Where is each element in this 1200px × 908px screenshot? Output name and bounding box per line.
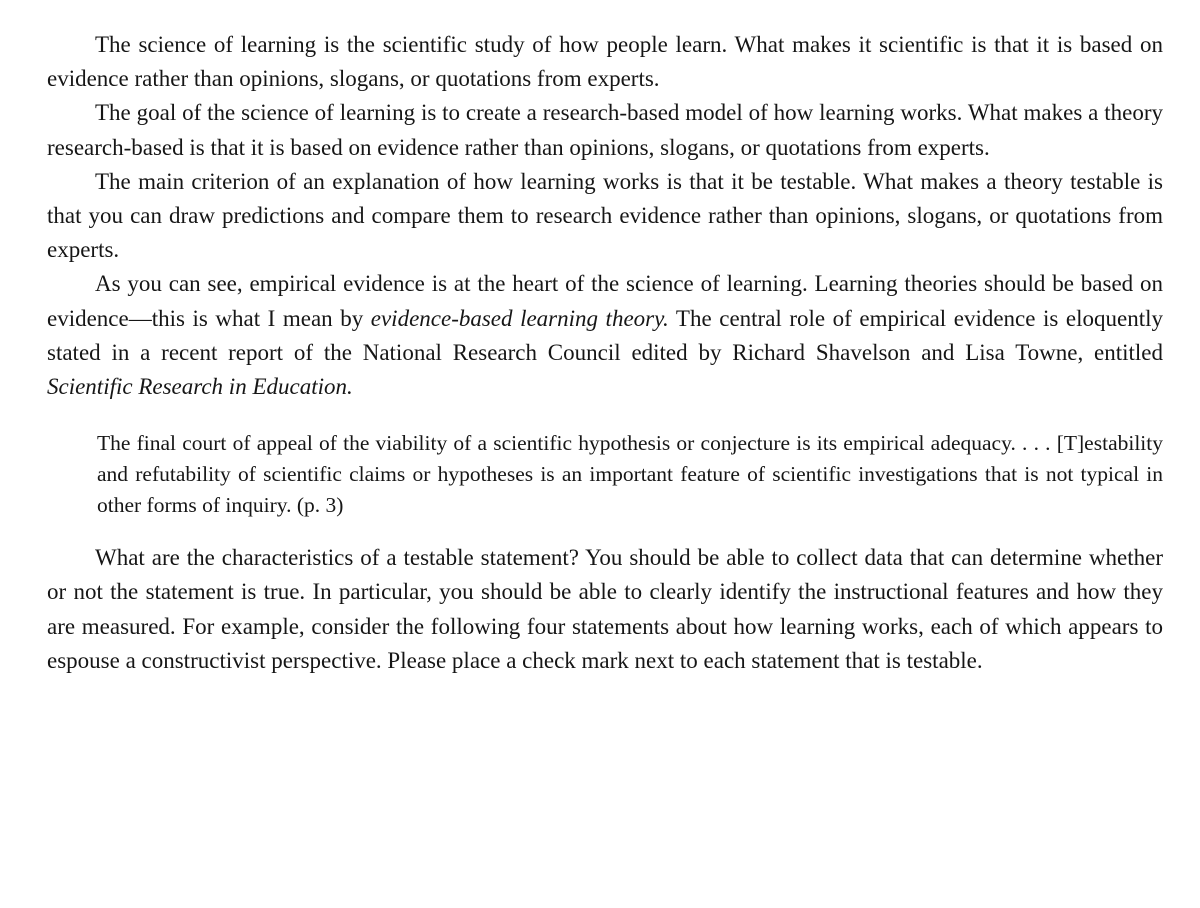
paragraph-empirical-evidence [47, 267, 1163, 404]
body-text [47, 28, 1163, 678]
block-quote: The final court of appeal of the viability of a scientific hypothesis or conjecture is its empirical adequacy. . . . [T]estability and refutability of scientific claims or hypotheses is an important feature of scientific investigations that is not typical in other forms of inquiry. (p. 3) [97, 431, 1163, 518]
paragraph-criterion: The main criterion of an explanation of how learning works is that it be testable. What makes a theory testable is that you can draw predictions and compare them to research evidence rather than opinions, slogans, or quotations from experts. [47, 168, 1163, 263]
paragraph-text: The central role of empirical evidence is eloquently stated in a recent report of the National Research Council edited by Richard Shavelson and Lisa Towne, entitled [47, 305, 1163, 365]
term-evidence-based-learning-theory: evidence-based learning theory. [370, 305, 669, 331]
paragraph-text: As you can see, empirical evidence is at the heart of the science of learning. Learning theories should be based on evidence—this is what I mean by [47, 271, 1163, 331]
paragraph-testable-statement: What are the characteristics of a testable statement? You should be able to collect data that can determine whether or not the statement is true. In particular, you should be able to clearly identify the instructional features and how they are measured. For example, consider the following four statements about how learning works, each of which appears to espouse a constructivist perspective. Please place a check mark next to each statement that is testable. [47, 545, 1163, 673]
paragraph-goal: The goal of the science of learning is to create a research-based model of how learning works. What makes a theory research-based is that it is based on evidence rather than opinions, slogans, or quotations from experts. [47, 100, 1163, 160]
report-title: Scientific Research in Education. [47, 374, 353, 400]
paragraph-science-of-learning: The science of learning is the scientific study of how people learn. What makes it scientific is that it is based on evidence rather than opinions, slogans, or quotations from experts. [47, 32, 1163, 92]
